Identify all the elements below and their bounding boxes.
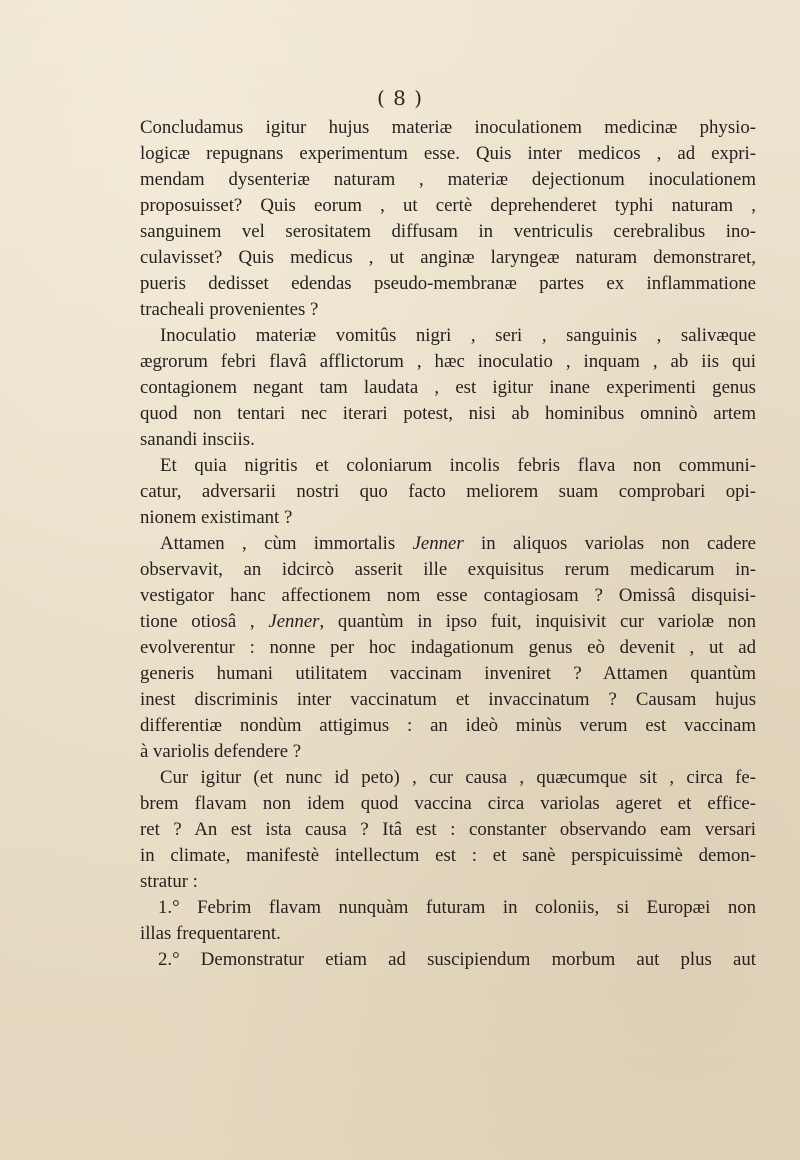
text-line: stratur :	[140, 871, 198, 892]
text-line: Inoculatio materiæ vomitûs nigri , seri , sanguinis , salivæque	[160, 325, 756, 346]
text-line: proposuisset? Quis eorum , ut certè deprehenderet typhi naturam ,	[140, 195, 756, 216]
italic-name: Jenner	[268, 611, 320, 632]
text-line: Concludamus igitur hujus materiæ inoculationem medicinæ physio-	[140, 117, 756, 138]
text-line: pueris dedisset edendas pseudo-membranæ partes ex inflammatione	[140, 273, 756, 294]
page-number: ( 8 )	[376, 86, 424, 110]
text-line: sanandi insciis.	[140, 429, 255, 450]
text-line: evolverentur : nonne per hoc indagationum genus eò devenit , ut ad	[140, 637, 756, 658]
text-line: nionem existimant ?	[140, 507, 293, 528]
text-line: observavit, an idcircò asserit ille exquisitus rerum medicarum in-	[140, 559, 756, 580]
text-line: illas frequentarent.	[140, 923, 281, 944]
text-line: ret ? An est ista causa ? Itâ est : constanter observando eam versari	[140, 819, 756, 840]
text-line: vestigator hanc affectionem nom esse contagiosam ? Omissâ disquisi-	[140, 585, 756, 606]
text-line: catur, adversarii nostri quo facto meliorem suam comprobari opi-	[140, 481, 756, 502]
text-line: 2.° Demonstratur etiam ad suscipiendum morbum aut plus aut	[158, 949, 756, 970]
text-line: tione otiosâ , Jenner, quantùm in ipso fuit, inquisivit cur variolæ non	[140, 611, 756, 632]
text-line: tracheali provenientes ?	[140, 299, 319, 320]
body-text	[140, 115, 756, 973]
text-line: culavisset? Quis medicus , ut anginæ laryngeæ naturam demonstraret,	[140, 247, 756, 268]
text-line: in climate, manifestè intellectum est : et sanè perspicuissimè demon-	[140, 845, 756, 866]
text-line: à variolis defendere ?	[140, 741, 302, 762]
text-line: logicæ repugnans experimentum esse. Quis inter medicos , ad expri-	[140, 143, 756, 164]
text-line: sanguinem vel serositatem diffusam in ventriculis cerebralibus ino-	[140, 221, 756, 242]
text-line: contagionem negant tam laudata , est igitur inane experimenti genus	[140, 377, 756, 398]
text-line: quod non tentari nec iterari potest, nisi ab hominibus omninò artem	[140, 403, 756, 424]
text-line: generis humani utilitatem vaccinam inveniret ? Attamen quantùm	[140, 663, 756, 684]
text-line: differentiæ nondùm attigimus : an ideò minùs verum est vaccinam	[140, 715, 756, 736]
text-line: mendam dysenteriæ naturam , materiæ dejectionum inoculationem	[140, 169, 756, 190]
text-line: Attamen , cùm immortalis Jenner in aliquos variolas non cadere	[160, 533, 756, 554]
text-line: 1.° Febrim flavam nunquàm futuram in coloniis, si Europæi non	[158, 897, 756, 918]
text-line: Et quia nigritis et coloniarum incolis febris flava non communi-	[160, 455, 756, 476]
text-line: inest discriminis inter vaccinatum et invaccinatum ? Causam hujus	[140, 689, 756, 710]
text-line: brem flavam non idem quod vaccina circa variolas ageret et effice-	[140, 793, 756, 814]
text-line: ægrorum febri flavâ afflictorum , hæc inoculatio , inquam , ab iis qui	[140, 351, 756, 372]
italic-name: Jenner	[412, 533, 464, 554]
text-line: Cur igitur (et nunc id peto) , cur causa , quæcumque sit , circa fe-	[160, 767, 756, 788]
